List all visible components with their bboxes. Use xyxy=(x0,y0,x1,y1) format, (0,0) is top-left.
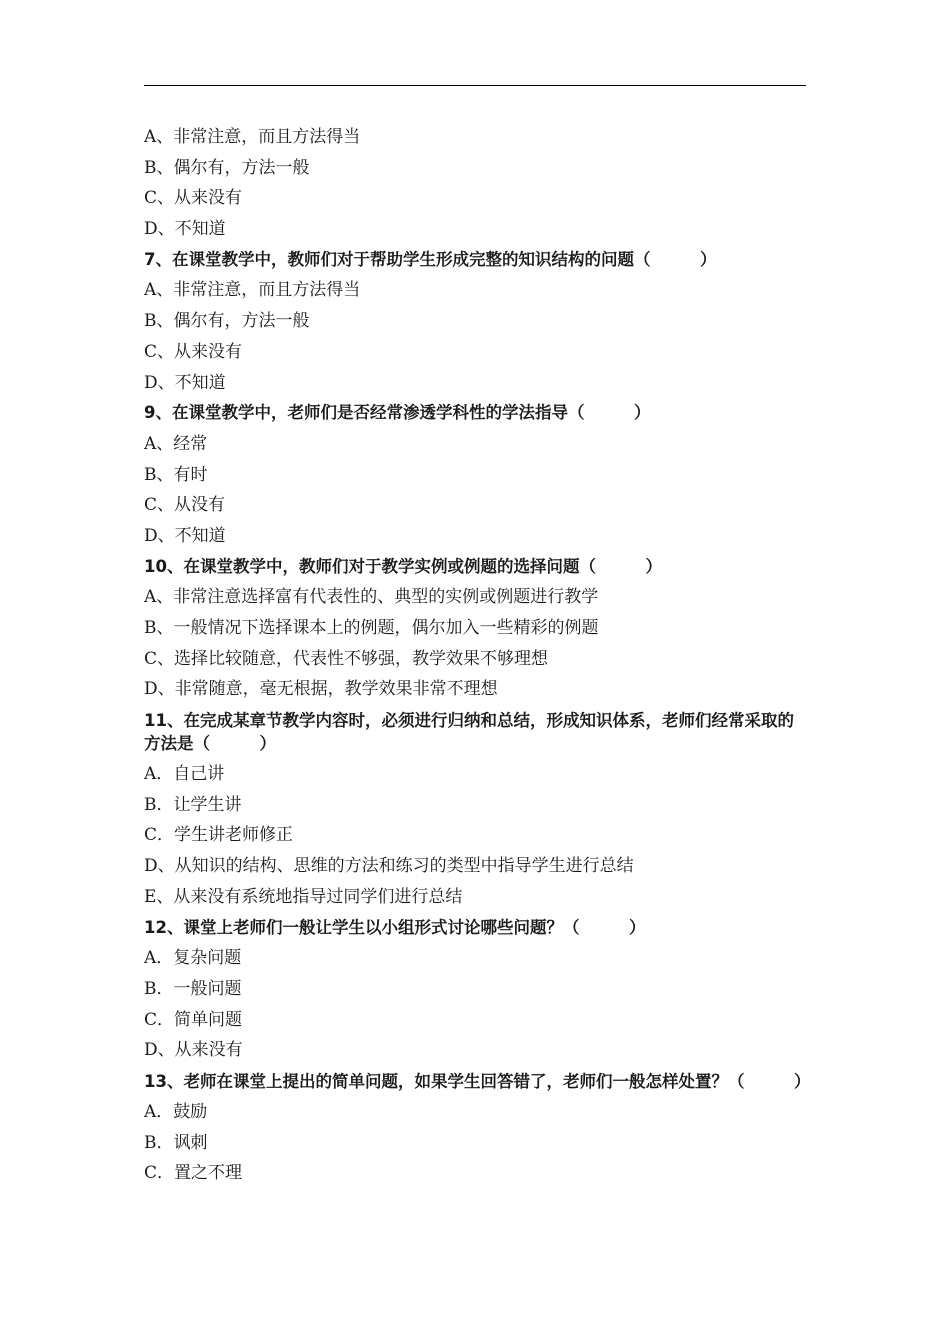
question-text: 7、在课堂教学中，教师们对于帮助学生形成完整的知识结构的问题（ ） xyxy=(144,249,717,269)
answer-option: B．一般问题 xyxy=(144,978,242,999)
answer-option: D、不知道 xyxy=(144,219,226,240)
answer-option: A、非常注意选择富有代表性的、典型的实例或例题进行教学 xyxy=(144,587,599,608)
answer-option: D、不知道 xyxy=(144,372,226,393)
answer-option: C．置之不理 xyxy=(144,1163,243,1184)
question-text: 11、在完成某章节教学内容时，必须进行归纳和总结，形成知识体系，老师们经常采取的方法是（ ） xyxy=(144,711,794,754)
answer-option: C、从来没有 xyxy=(144,188,243,209)
answer-option: A．鼓励 xyxy=(144,1102,208,1122)
answer-option: D、不知道 xyxy=(144,525,226,546)
answer-option: B、偶尔有，方法一般 xyxy=(144,311,310,332)
answer-option: B、偶尔有，方法一般 xyxy=(144,157,310,178)
answer-option: A．复杂问题 xyxy=(144,948,242,969)
question-text: 10、在课堂教学中，教师们对于教学实例或例题的选择问题（ ） xyxy=(144,556,662,576)
question-text: 12、课堂上老师们一般让学生以小组形式讨论哪些问题？（ ） xyxy=(144,917,646,937)
answer-option: D、非常随意，毫无根据，教学效果非常不理想 xyxy=(144,679,498,700)
answer-option: D、从知识的结构、思维的方法和练习的类型中指导学生进行总结 xyxy=(144,856,634,877)
question-text: 13、老师在课堂上提出的简单问题，如果学生回答错了，老师们一般怎样处置？（ ） xyxy=(144,1072,811,1091)
questionnaire-content xyxy=(144,122,811,1189)
answer-option: B．讽刺 xyxy=(144,1132,208,1153)
answer-option: C、从来没有 xyxy=(144,341,243,362)
header-rule xyxy=(144,85,806,86)
answer-option: B、有时 xyxy=(144,464,208,485)
answer-option: A．自己讲 xyxy=(144,764,225,785)
question-text: 9、在课堂教学中，老师们是否经常渗透学科性的学法指导（ ） xyxy=(144,403,651,423)
answer-option: C．学生讲老师修正 xyxy=(144,825,294,846)
answer-option: C、选择比较随意，代表性不够强，教学效果不够理想 xyxy=(144,648,549,669)
answer-option: A、非常注意，而且方法得当 xyxy=(144,127,361,147)
answer-option: E、从来没有系统地指导过同学们进行总结 xyxy=(144,886,463,907)
answer-option: B、一般情况下选择课本上的例题，偶尔加入一些精彩的例题 xyxy=(144,618,599,639)
answer-option: C．简单问题 xyxy=(144,1009,243,1030)
answer-option: D、从来没有 xyxy=(144,1040,243,1061)
answer-option: B．让学生讲 xyxy=(144,794,242,815)
answer-option: C、从没有 xyxy=(144,495,226,516)
answer-option: A、经常 xyxy=(144,433,208,454)
answer-option: A、非常注意，而且方法得当 xyxy=(144,280,361,301)
